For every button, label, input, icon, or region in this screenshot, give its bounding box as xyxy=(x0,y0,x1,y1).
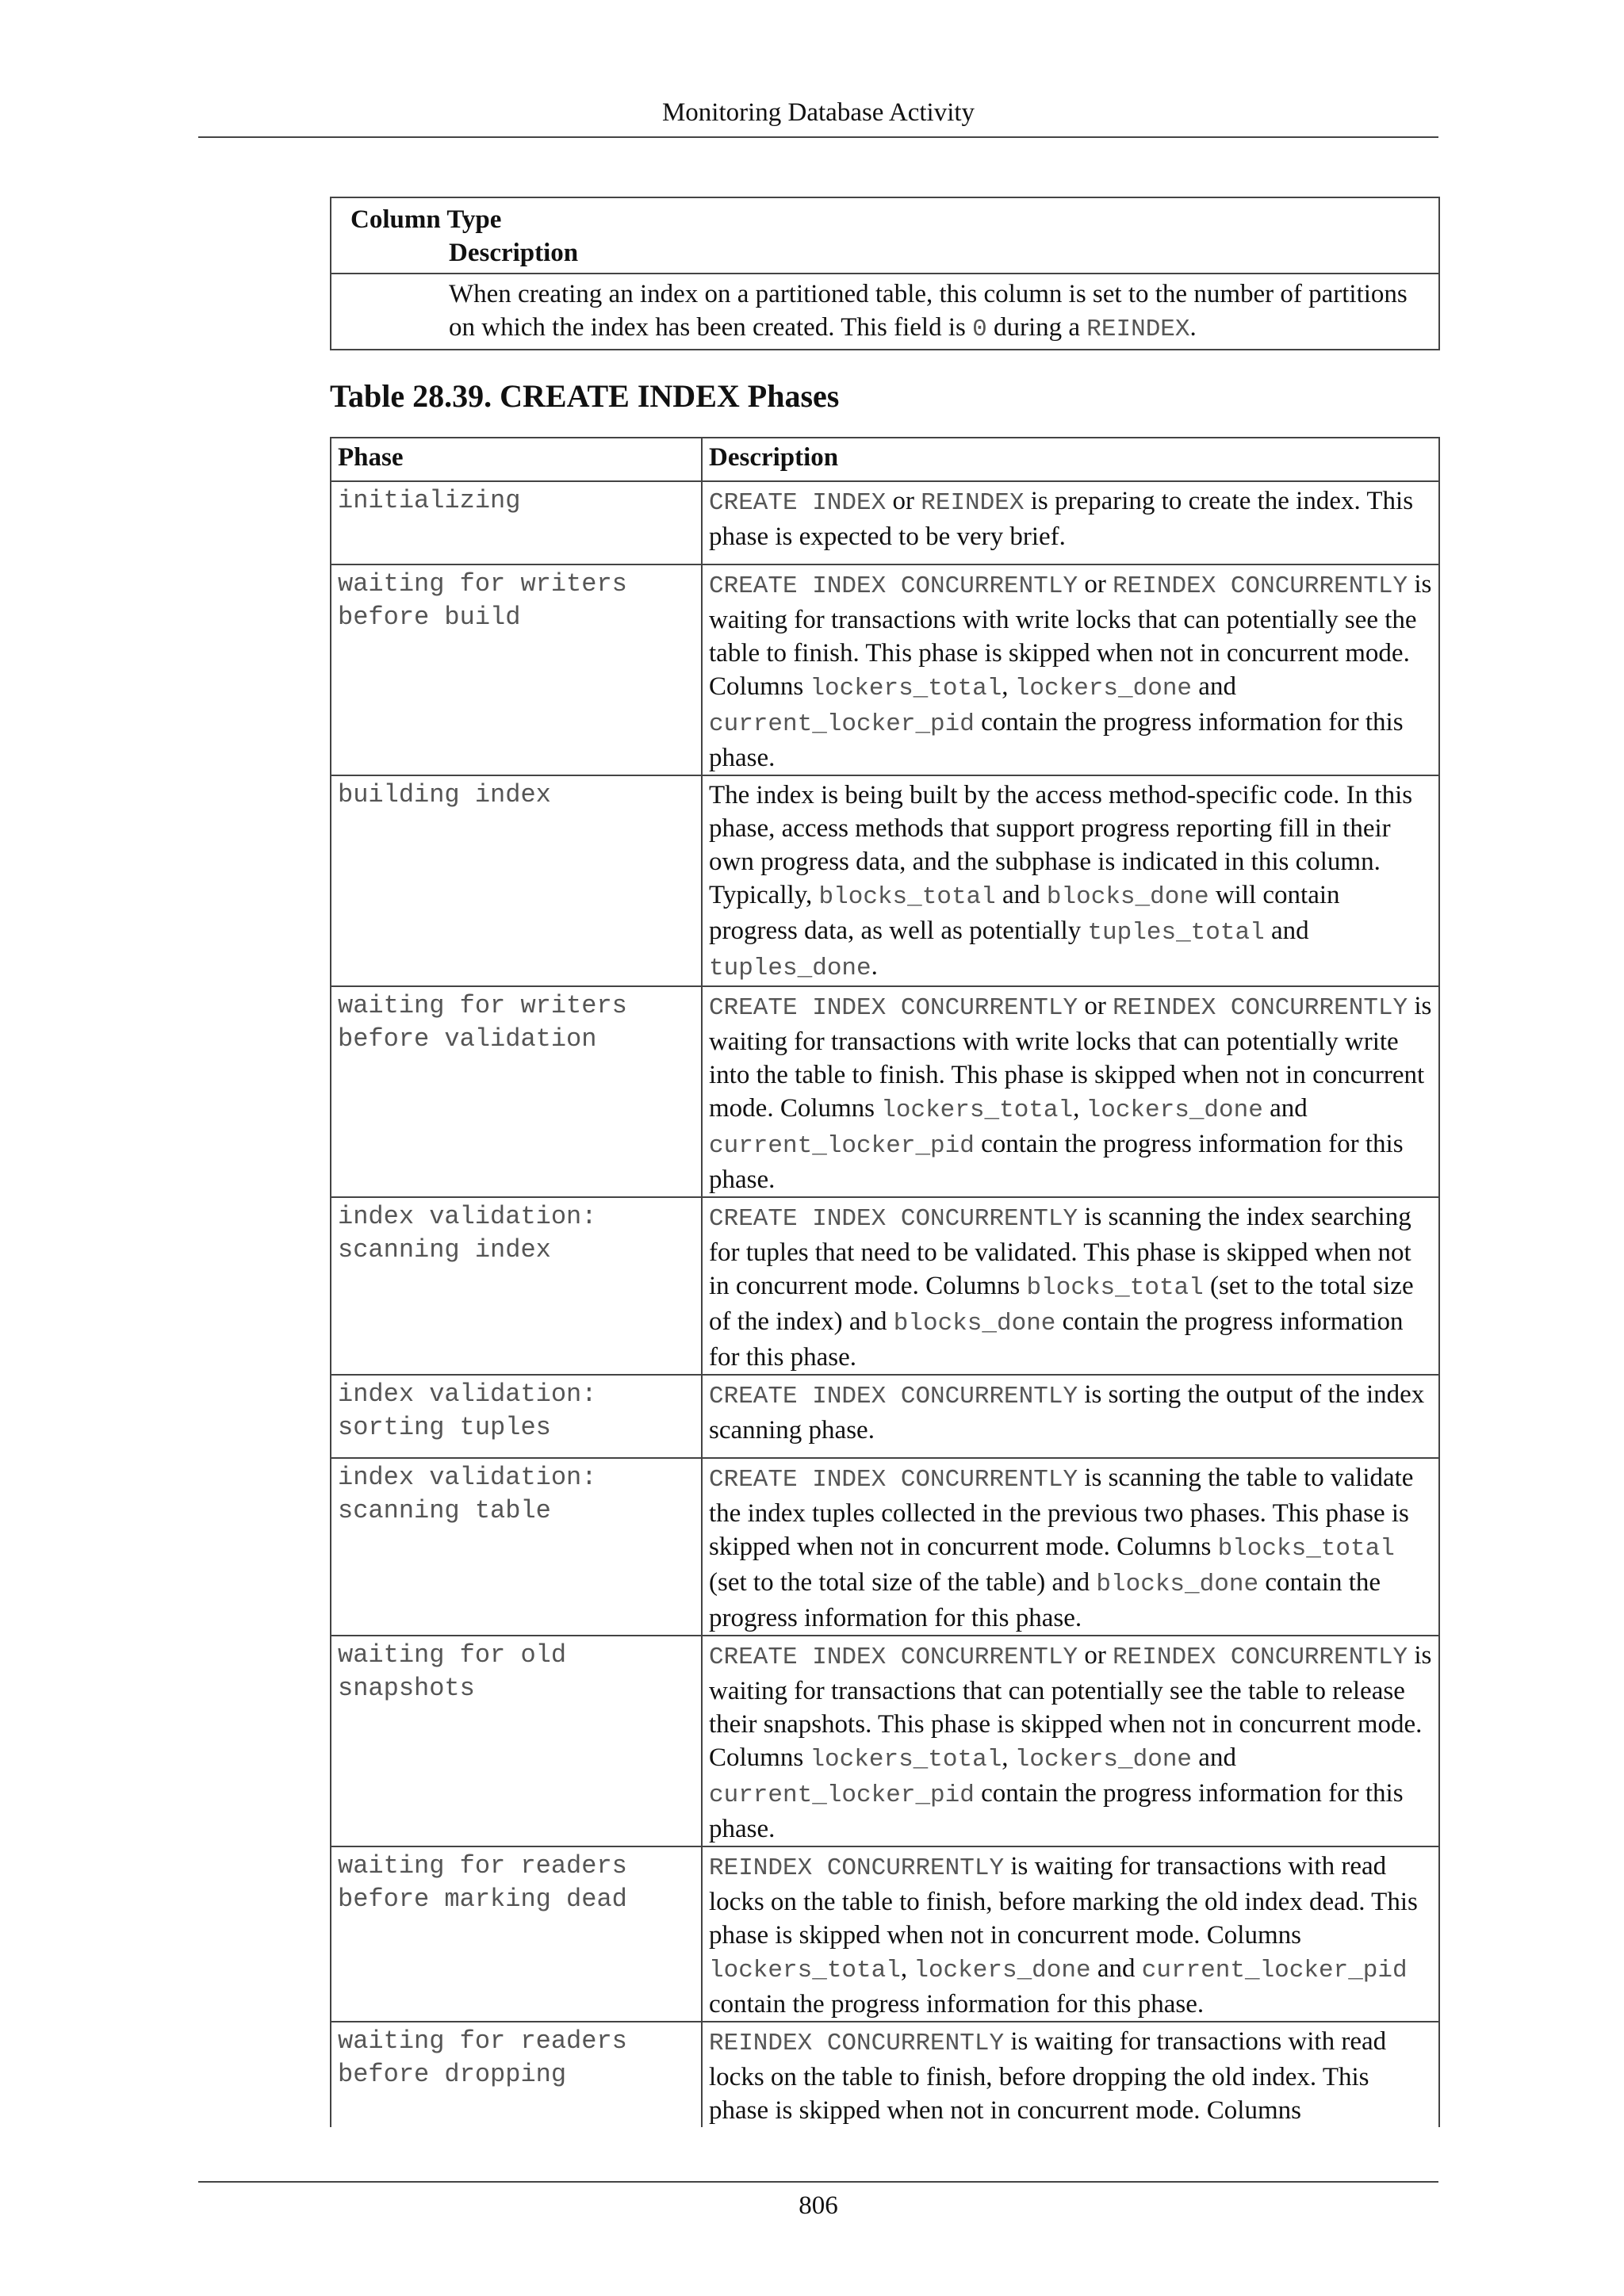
desc-code: CREATE INDEX CONCURRENTLY xyxy=(709,994,1078,1022)
create-index-phases-table xyxy=(330,437,1440,2127)
desc-text: contain the progress information for this phase. xyxy=(709,1307,1404,1372)
desc-code: lockers_done xyxy=(1086,1096,1263,1124)
desc-text: is preparing to create the index. This phase is expected to be very brief. xyxy=(709,487,1414,551)
desc-code: CREATE INDEX xyxy=(709,489,887,517)
phase-name: building index xyxy=(331,775,702,986)
desc-code: REINDEX CONCURRENTLY xyxy=(1113,572,1408,600)
table-header-row xyxy=(331,438,1439,481)
desc-code: lockers_total xyxy=(810,1746,1002,1774)
desc-code: REINDEX CONCURRENTLY xyxy=(1113,1644,1408,1671)
desc-code: blocks_done xyxy=(1096,1571,1259,1598)
desc-text: is waiting for transactions with read locks on the table to finish, before dropping the old index. This phase is skipped when not in concurrent mode. Columns xyxy=(709,2027,1387,2125)
header-rule xyxy=(198,136,1438,138)
phase-description xyxy=(702,1846,1439,2022)
desc-text: (set to the total size of the index) and xyxy=(709,1272,1414,1336)
desc-text: during a xyxy=(986,313,1087,342)
table-row xyxy=(331,1846,1439,2022)
footer-rule xyxy=(198,2181,1438,2183)
desc-text: , xyxy=(1002,672,1015,701)
desc-text: , xyxy=(900,1954,914,1983)
phase-description xyxy=(702,481,1439,564)
table-title: Table 28.39. CREATE INDEX Phases xyxy=(330,378,840,414)
desc-text: . xyxy=(871,952,878,981)
table-body xyxy=(331,481,1439,2127)
desc-text: contain the progress information for this phase. xyxy=(709,1990,1205,2019)
phase-description xyxy=(702,1458,1439,1636)
continuation-table xyxy=(330,197,1440,350)
desc-code: current_locker_pid xyxy=(709,710,975,738)
table-row xyxy=(331,775,1439,986)
desc-code: CREATE INDEX CONCURRENTLY xyxy=(709,572,1078,600)
desc-code: blocks_total xyxy=(1026,1274,1204,1302)
desc-code: lockers_total xyxy=(881,1096,1074,1124)
desc-code: CREATE INDEX CONCURRENTLY xyxy=(709,1466,1078,1494)
desc-text: is scanning the index searching for tuples that need to be validated. This phase is skipped when not in concurrent mode. Columns xyxy=(709,1203,1411,1300)
desc-code: lockers_done xyxy=(914,1957,1091,1984)
desc-text: The index is being built by the access method-specific code. In this phase, access methods that support progress reporting fill in their own progress data, and the subphase is indicated in this column. Typically, xyxy=(709,781,1413,909)
desc-text: or xyxy=(886,487,921,515)
table-row xyxy=(331,1197,1439,1375)
desc-code: current_locker_pid xyxy=(1141,1957,1408,1984)
table-row xyxy=(331,986,1439,1197)
desc-code: lockers_total xyxy=(709,1957,901,1984)
desc-code: REINDEX CONCURRENTLY xyxy=(1113,994,1408,1022)
column-type-label: Column Type xyxy=(350,205,502,234)
desc-text: When creating an index on a partitioned table, this column is set to the number of partitions on which the index has been created. This field is xyxy=(449,280,1408,342)
desc-code: lockers_done xyxy=(1014,1746,1193,1774)
desc-code: REINDEX CONCURRENTLY xyxy=(709,2030,1005,2057)
desc-code: blocks_total xyxy=(1217,1535,1395,1563)
desc-text: , xyxy=(1073,1094,1086,1123)
desc-text: is waiting for transactions with write locks that can potentially write into the table to finish. This phase is skipped when not in concurrent mode. Columns xyxy=(709,992,1432,1123)
phase-name: index validation: sorting tuples xyxy=(331,1375,702,1458)
desc-text: contain the progress information for this phase. xyxy=(709,1779,1404,1843)
phase-description xyxy=(702,2022,1439,2127)
phase-description xyxy=(702,775,1439,986)
phase-name: waiting for readers before dropping xyxy=(331,2022,702,2127)
desc-text: (set to the total size of the table) and xyxy=(709,1568,1097,1597)
desc-text: or xyxy=(1078,570,1113,599)
header-phase: Phase xyxy=(331,438,702,481)
description-label: Description xyxy=(449,239,579,267)
desc-text: . xyxy=(1189,313,1197,342)
running-header: Monitoring Database Activity xyxy=(661,98,975,127)
continuation-description xyxy=(331,274,1438,346)
phase-name: waiting for old snapshots xyxy=(331,1636,702,1846)
table-row xyxy=(331,481,1439,564)
desc-code: 0 xyxy=(972,316,987,343)
phase-description xyxy=(702,1375,1439,1458)
desc-code: REINDEX xyxy=(921,489,1025,517)
desc-code: REINDEX CONCURRENTLY xyxy=(709,1854,1005,1882)
phase-name: index validation: scanning index xyxy=(331,1197,702,1375)
desc-text: and xyxy=(1192,1743,1236,1772)
desc-text: , xyxy=(1002,1743,1015,1772)
table-row xyxy=(331,1458,1439,1636)
page-number: 806 xyxy=(799,2191,838,2220)
desc-text: is waiting for transactions that can potentially see the table to release their snapshots. This phase is skipped when not in concurrent mode. Columns xyxy=(709,1641,1432,1772)
desc-code: CREATE INDEX CONCURRENTLY xyxy=(709,1205,1078,1233)
table-row xyxy=(331,1375,1439,1458)
phase-name: index validation: scanning table xyxy=(331,1458,702,1636)
desc-code: current_locker_pid xyxy=(709,1781,975,1809)
desc-text: is scanning the table to validate the index tuples collected in the previous two phases. This phase is skipped when not in concurrent mode. Columns xyxy=(709,1464,1414,1561)
desc-code: lockers_done xyxy=(1014,675,1193,702)
desc-text: is waiting for transactions with read locks on the table to finish, before marking the old index dead. This phase is skipped when not in concurrent mode. Columns xyxy=(709,1852,1418,1950)
phase-name: waiting for writers before build xyxy=(331,564,702,775)
continuation-table-header xyxy=(331,198,1438,274)
desc-text: contain the progress information for this phase. xyxy=(709,708,1404,772)
desc-code: tuples_done xyxy=(709,955,871,982)
phase-description xyxy=(702,564,1439,775)
header-description: Description xyxy=(702,438,1439,481)
desc-code: blocks_total xyxy=(818,883,996,911)
desc-text: is sorting the output of the index scanning phase. xyxy=(709,1380,1425,1445)
desc-text: contain the progress information for this phase. xyxy=(709,1568,1381,1632)
desc-code: REINDEX xyxy=(1086,316,1190,343)
desc-text: and xyxy=(995,881,1047,909)
desc-text: or xyxy=(1078,992,1113,1020)
desc-code: blocks_done xyxy=(1046,883,1209,911)
desc-code: blocks_done xyxy=(893,1310,1056,1337)
desc-text: and xyxy=(1192,672,1236,701)
phase-description xyxy=(702,1197,1439,1375)
table-row xyxy=(331,564,1439,775)
phase-description xyxy=(702,986,1439,1197)
desc-code: current_locker_pid xyxy=(709,1132,975,1160)
desc-text: will contain progress data, as well as potentially xyxy=(709,881,1340,945)
desc-code: CREATE INDEX CONCURRENTLY xyxy=(709,1383,1078,1410)
desc-text: and xyxy=(1090,1954,1142,1983)
desc-code: CREATE INDEX CONCURRENTLY xyxy=(709,1644,1078,1671)
table-row xyxy=(331,2022,1439,2127)
desc-text: contain the progress information for this phase. xyxy=(709,1130,1404,1194)
phase-name: initializing xyxy=(331,481,702,564)
phase-description xyxy=(702,1636,1439,1846)
desc-text: is waiting for transactions with write locks that can potentially see the table to finish. This phase is skipped when not in concurrent mode. Columns xyxy=(709,570,1432,701)
desc-text: and xyxy=(1262,1094,1308,1123)
desc-code: tuples_total xyxy=(1087,919,1265,947)
phase-name: waiting for writers before validation xyxy=(331,986,702,1197)
table-row xyxy=(331,1636,1439,1846)
phase-name: waiting for readers before marking dead xyxy=(331,1846,702,2022)
desc-text: or xyxy=(1078,1641,1113,1670)
desc-text: and xyxy=(1264,916,1309,945)
desc-code: lockers_total xyxy=(810,675,1002,702)
